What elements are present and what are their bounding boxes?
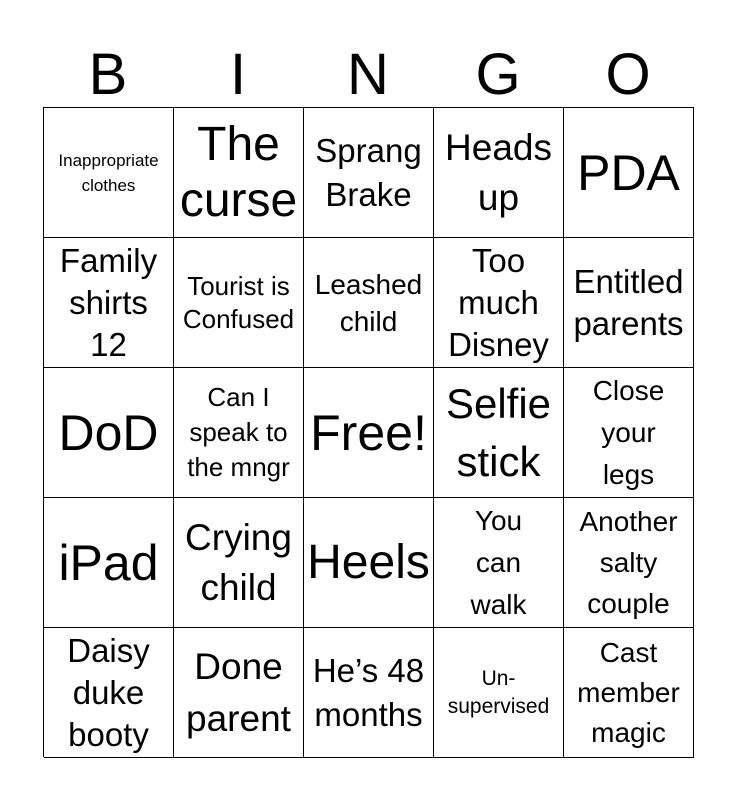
bingo-cell-r4-c4: Cast member magic xyxy=(564,628,694,758)
header-letter-g: G xyxy=(475,42,521,107)
bingo-cell-r1-c1: Tourist is Confused xyxy=(174,238,304,368)
bingo-cell-r2-c4: Close your legs xyxy=(564,368,694,498)
bingo-cell-r2-c1: Can I speak to the mngr xyxy=(174,368,304,498)
bingo-cell-r3-c0: iPad xyxy=(44,498,174,628)
header-letter-i: I xyxy=(229,42,247,107)
bingo-cell-r0-c3: Heads up xyxy=(434,108,564,238)
header-letter-b: B xyxy=(88,42,128,107)
bingo-cell-r3-c4: Another salty couple xyxy=(564,498,694,628)
bingo-cell-r3-c3: You can walk xyxy=(434,498,564,628)
bingo-cell-r4-c3: Un- supervised xyxy=(434,628,564,758)
bingo-cell-r0-c2: Sprang Brake xyxy=(304,108,434,238)
bingo-cell-r4-c1: Done parent xyxy=(174,628,304,758)
bingo-cell-r4-c0: Daisy duke booty xyxy=(44,628,174,758)
bingo-cell-r4-c2: He’s 48 months xyxy=(304,628,434,758)
bingo-card-grid xyxy=(43,107,694,757)
bingo-cell-r1-c0: Family shirts 12 xyxy=(44,238,174,368)
bingo-cell-r2-c2: Free! xyxy=(304,368,434,498)
bingo-cell-r1-c4: Entitled parents xyxy=(564,238,694,368)
header-letter-o: O xyxy=(605,42,651,107)
bingo-header xyxy=(43,42,693,108)
bingo-cell-r3-c1: Crying child xyxy=(174,498,304,628)
bingo-cell-r0-c1: The curse xyxy=(174,108,304,238)
bingo-cell-r1-c3: Too much Disney xyxy=(434,238,564,368)
bingo-cell-r1-c2: Leashed child xyxy=(304,238,434,368)
bingo-cell-r3-c2: Heels xyxy=(304,498,434,628)
bingo-cell-r2-c3: Selfie stick xyxy=(434,368,564,498)
header-letter-n: N xyxy=(347,42,389,107)
bingo-cell-r0-c0: Inappropriate clothes xyxy=(44,108,174,238)
bingo-cell-r0-c4: PDA xyxy=(564,108,694,238)
bingo-cell-r2-c0: DoD xyxy=(44,368,174,498)
